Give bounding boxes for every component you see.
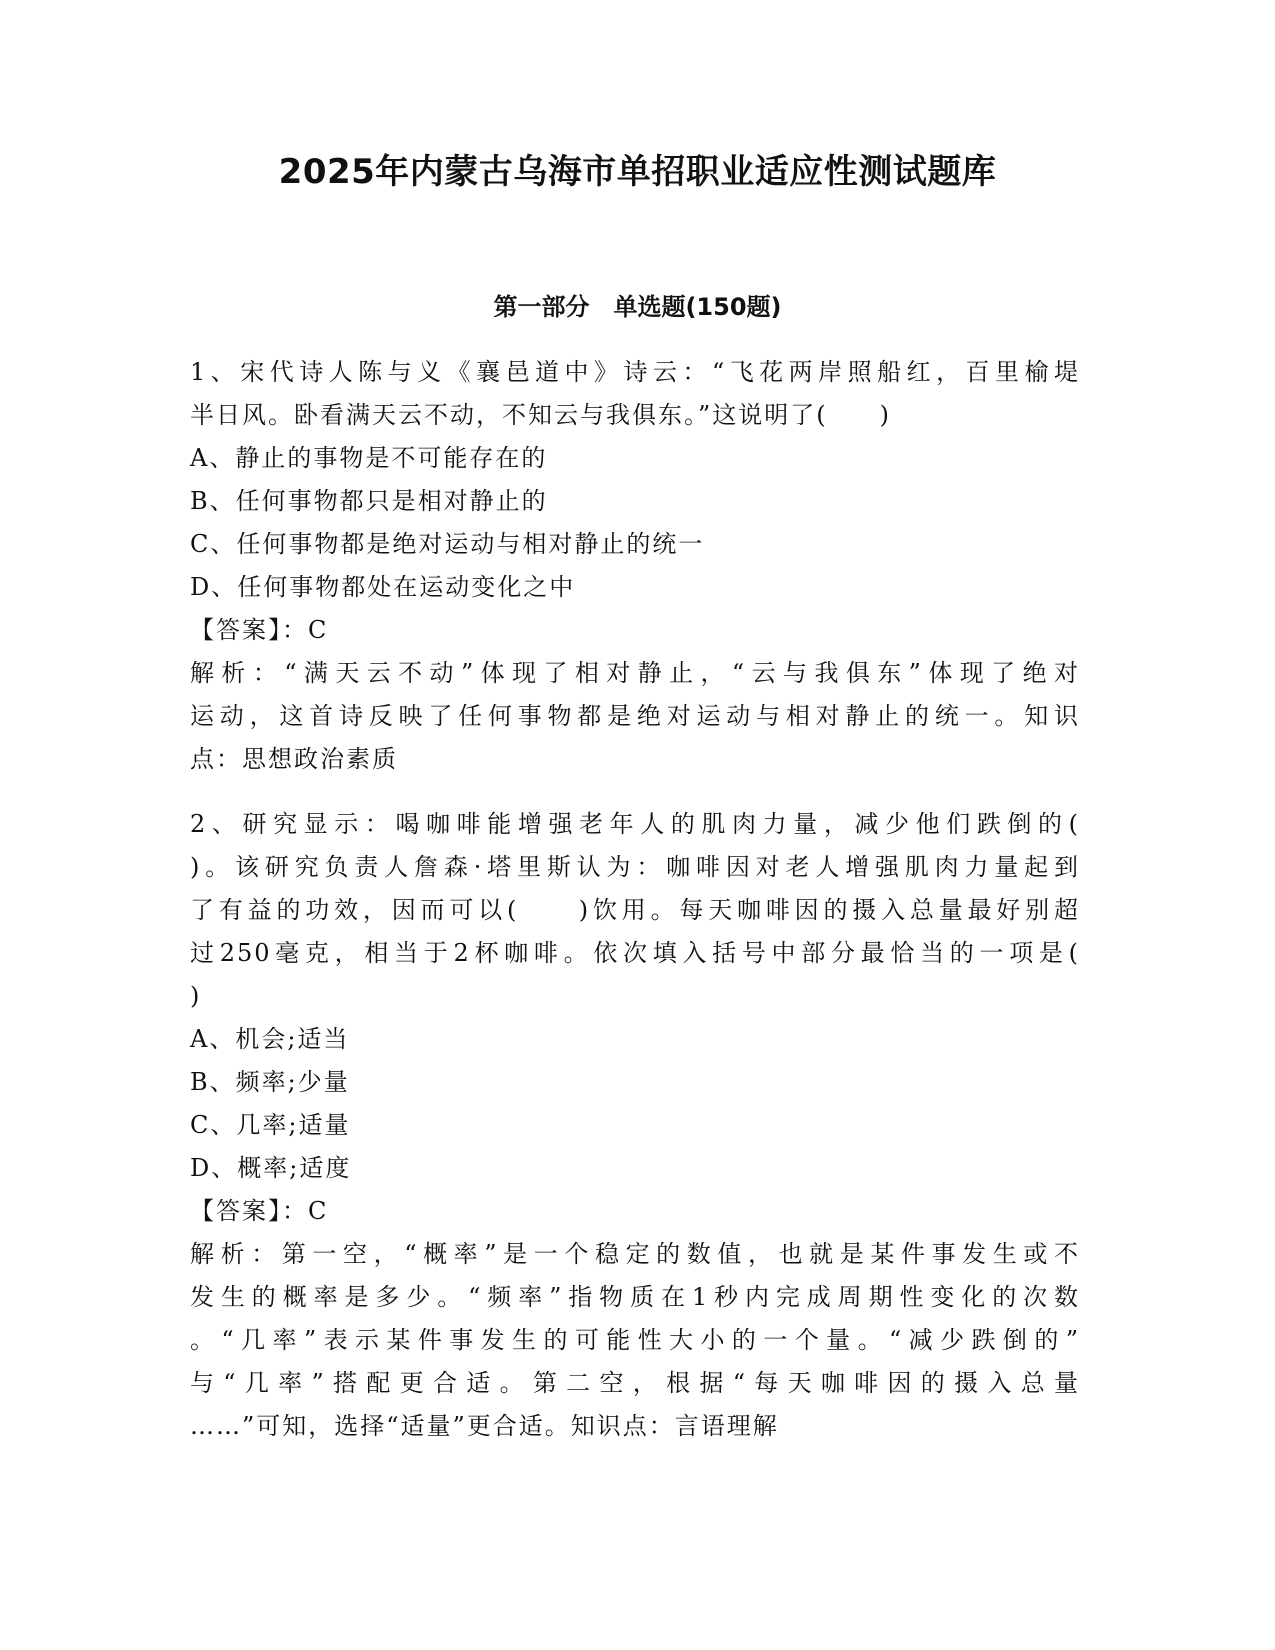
question-stem-line: 1、宋代诗人陈与义《襄邑道中》诗云：“飞花两岸照船红，百里榆堤	[190, 358, 1080, 386]
option-a: A、静止的事物是不可能存在的	[190, 444, 548, 472]
question-stem-line: 过250毫克，相当于2杯咖啡。依次填入括号中部分最恰当的一项是(	[190, 939, 1080, 967]
question-stem-line: )	[190, 982, 202, 1010]
question-stem-line: 了有益的功效，因而可以( )饮用。每天咖啡因的摄入总量最好别超	[190, 896, 1080, 924]
option-d: D、概率;适度	[190, 1154, 352, 1182]
analysis-line: 。“几率”表示某件事发生的可能性大小的一个量。“减少跌倒的”	[190, 1326, 1080, 1354]
question-list	[190, 351, 1080, 1448]
document-title: 2025年内蒙古乌海市单招职业适应性测试题库	[278, 152, 997, 192]
question-stem-line: 半日风。卧看满天云不动，不知云与我俱东。”这说明了( )	[190, 401, 891, 429]
analysis-line: 与“几率”搭配更合适。第二空，根据“每天咖啡因的摄入总量	[190, 1369, 1080, 1397]
analysis-line: 解析：“满天云不动”体现了相对静止，“云与我俱东”体现了绝对	[190, 659, 1080, 687]
analysis-line: 解析：第一空，“概率”是一个稳定的数值，也就是某件事发生或不	[190, 1240, 1080, 1268]
option-c: C、任何事物都是绝对运动与相对静止的统一	[190, 530, 705, 558]
analysis-line: ……”可知，选择“适量”更合适。知识点：言语理解	[190, 1412, 779, 1440]
analysis-line: 点：思想政治素质	[190, 745, 398, 773]
option-c: C、几率;适量	[190, 1111, 351, 1139]
answer-line: 【答案】：C	[190, 1197, 329, 1225]
option-a: A、机会;适当	[190, 1025, 350, 1053]
question-stem-line: 2、研究显示：喝咖啡能增强老年人的肌肉力量，减少他们跌倒的(	[190, 810, 1080, 838]
answer-line: 【答案】：C	[190, 616, 329, 644]
option-b: B、任何事物都只是相对静止的	[190, 487, 548, 515]
option-d: D、任何事物都处在运动变化之中	[190, 573, 576, 601]
option-b: B、频率;少量	[190, 1068, 350, 1096]
analysis-line: 运动，这首诗反映了任何事物都是绝对运动与相对静止的统一。知识	[190, 702, 1080, 730]
question-stem-line: )。该研究负责人詹森·塔里斯认为：咖啡因对老人增强肌肉力量起到	[190, 853, 1080, 881]
section-title: 第一部分 单选题(150题)	[493, 293, 782, 321]
question-1	[190, 351, 1080, 781]
question-2	[190, 803, 1080, 1448]
analysis-line: 发生的概率是多少。“频率”指物质在1秒内完成周期性变化的次数	[190, 1283, 1080, 1311]
